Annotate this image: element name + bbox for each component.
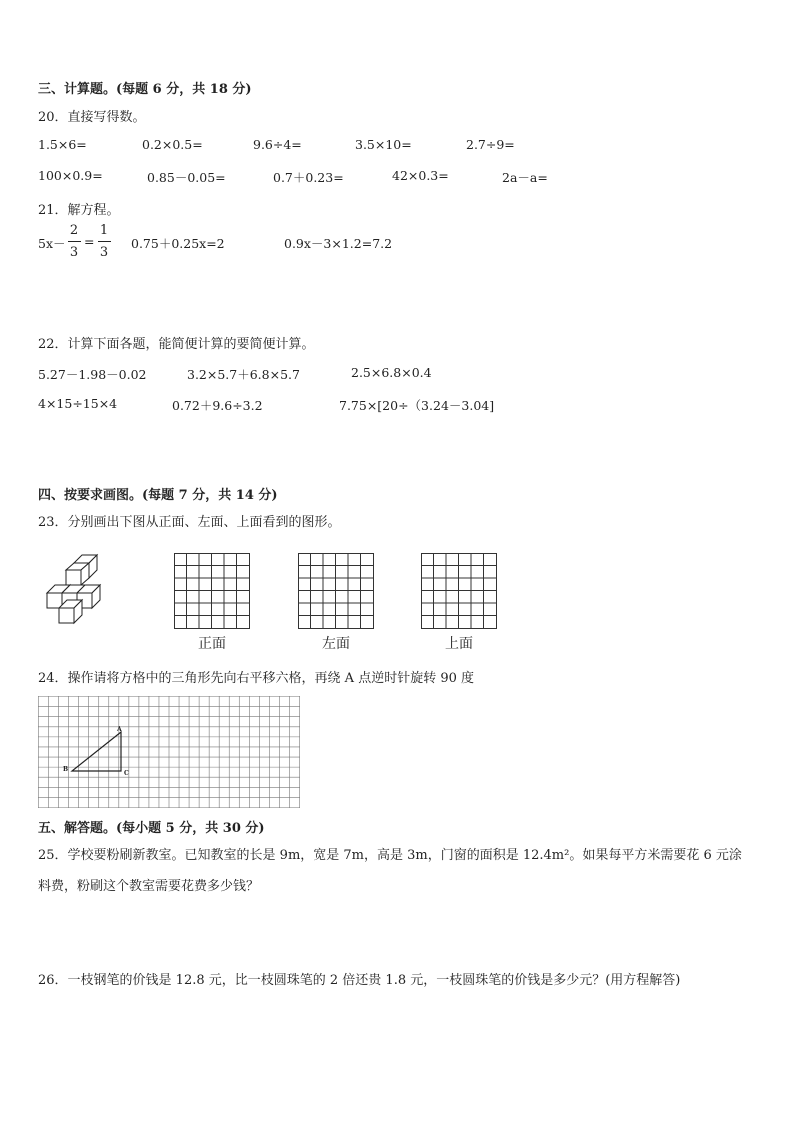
calc-item: 2a－a=: [502, 170, 548, 185]
equation-2: 0.75＋0.25x=2: [131, 236, 225, 251]
calc-item: 2.5×6.8×0.4: [351, 365, 432, 380]
equation-3: 0.9x－3×1.2=7.2: [284, 236, 393, 251]
top-view-grid: [421, 553, 497, 629]
section-4-heading: 四、按要求画图。(每题 7 分，共 14 分): [38, 488, 278, 503]
section-3-heading: 三、计算题。(每题 6 分，共 18 分): [38, 82, 252, 97]
point-c-label: C: [124, 770, 129, 777]
fraction-bar: [68, 241, 81, 242]
fraction-denominator: 3: [69, 245, 79, 260]
question-24-prompt: 24．操作请将方格中的三角形先向右平移六格，再绕 A 点逆时针旋转 90 度: [38, 671, 475, 686]
fraction-numerator: 1: [99, 223, 109, 238]
question-21-prompt: 21．解方程。: [38, 203, 120, 218]
calc-item: 0.85－0.05=: [147, 170, 226, 185]
fraction-numerator: 2: [69, 223, 79, 238]
fraction-denominator: 3: [99, 245, 109, 260]
left-view-label: 左面: [322, 636, 350, 652]
top-view-label: 上面: [445, 636, 473, 652]
calc-item: 0.72＋9.6÷3.2: [172, 398, 263, 413]
calc-item: 2.7÷9=: [466, 137, 515, 152]
question-20-prompt: 20．直接写得数。: [38, 110, 146, 125]
calc-item: 42×0.3=: [392, 168, 449, 183]
front-view-label: 正面: [198, 636, 226, 652]
calc-item: 7.75×[20÷（3.24－3.04]: [339, 398, 495, 413]
left-view-grid: [298, 553, 374, 629]
equation-1-prefix: 5x－: [38, 236, 66, 251]
calc-item: 100×0.9=: [38, 168, 103, 183]
question-22-prompt: 22．计算下面各题，能简便计算的要简便计算。: [38, 337, 315, 352]
question-23-prompt: 23．分别画出下图从正面、左面、上面看到的图形。: [38, 515, 341, 530]
cube-figure: [44, 560, 124, 628]
equation-1-equals: =: [84, 234, 95, 249]
section-5-heading: 五、解答题。(每小题 5 分，共 30 分): [38, 821, 265, 836]
calc-item: 3.2×5.7＋6.8×5.7: [187, 367, 300, 382]
front-view-grid: [174, 553, 250, 629]
question-26-line-1: 26．一枝钢笔的价钱是 12.8 元，比一枝圆珠笔的 2 倍还贵 1.8 元，一枝圆珠笔的价钱是多少元？(用方程解答): [38, 973, 681, 988]
calc-item: 9.6÷4=: [253, 137, 302, 152]
point-a-label: A: [117, 726, 122, 733]
calc-item: 4×15÷15×4: [38, 396, 118, 411]
point-b-label: B: [63, 766, 69, 773]
calc-item: 3.5×10=: [355, 137, 412, 152]
calc-item: 0.7＋0.23=: [273, 170, 344, 185]
calc-item: 0.2×0.5=: [142, 137, 203, 152]
question-25-line-1: 25．学校要粉刷新教室。已知教室的长是 9m，宽是 7m，高是 3m，门窗的面积是 12.4m²。如果每平方米需要花 6 元涂: [38, 848, 742, 863]
triangle-abc: [72, 732, 121, 771]
calc-item: 5.27－1.98－0.02: [38, 367, 147, 382]
translation-grid: [38, 696, 300, 808]
calc-item: 1.5×6=: [38, 137, 87, 152]
question-25-line-2: 料费，粉刷这个教室需要花费多少钱？: [38, 879, 260, 894]
fraction-bar: [98, 241, 111, 242]
